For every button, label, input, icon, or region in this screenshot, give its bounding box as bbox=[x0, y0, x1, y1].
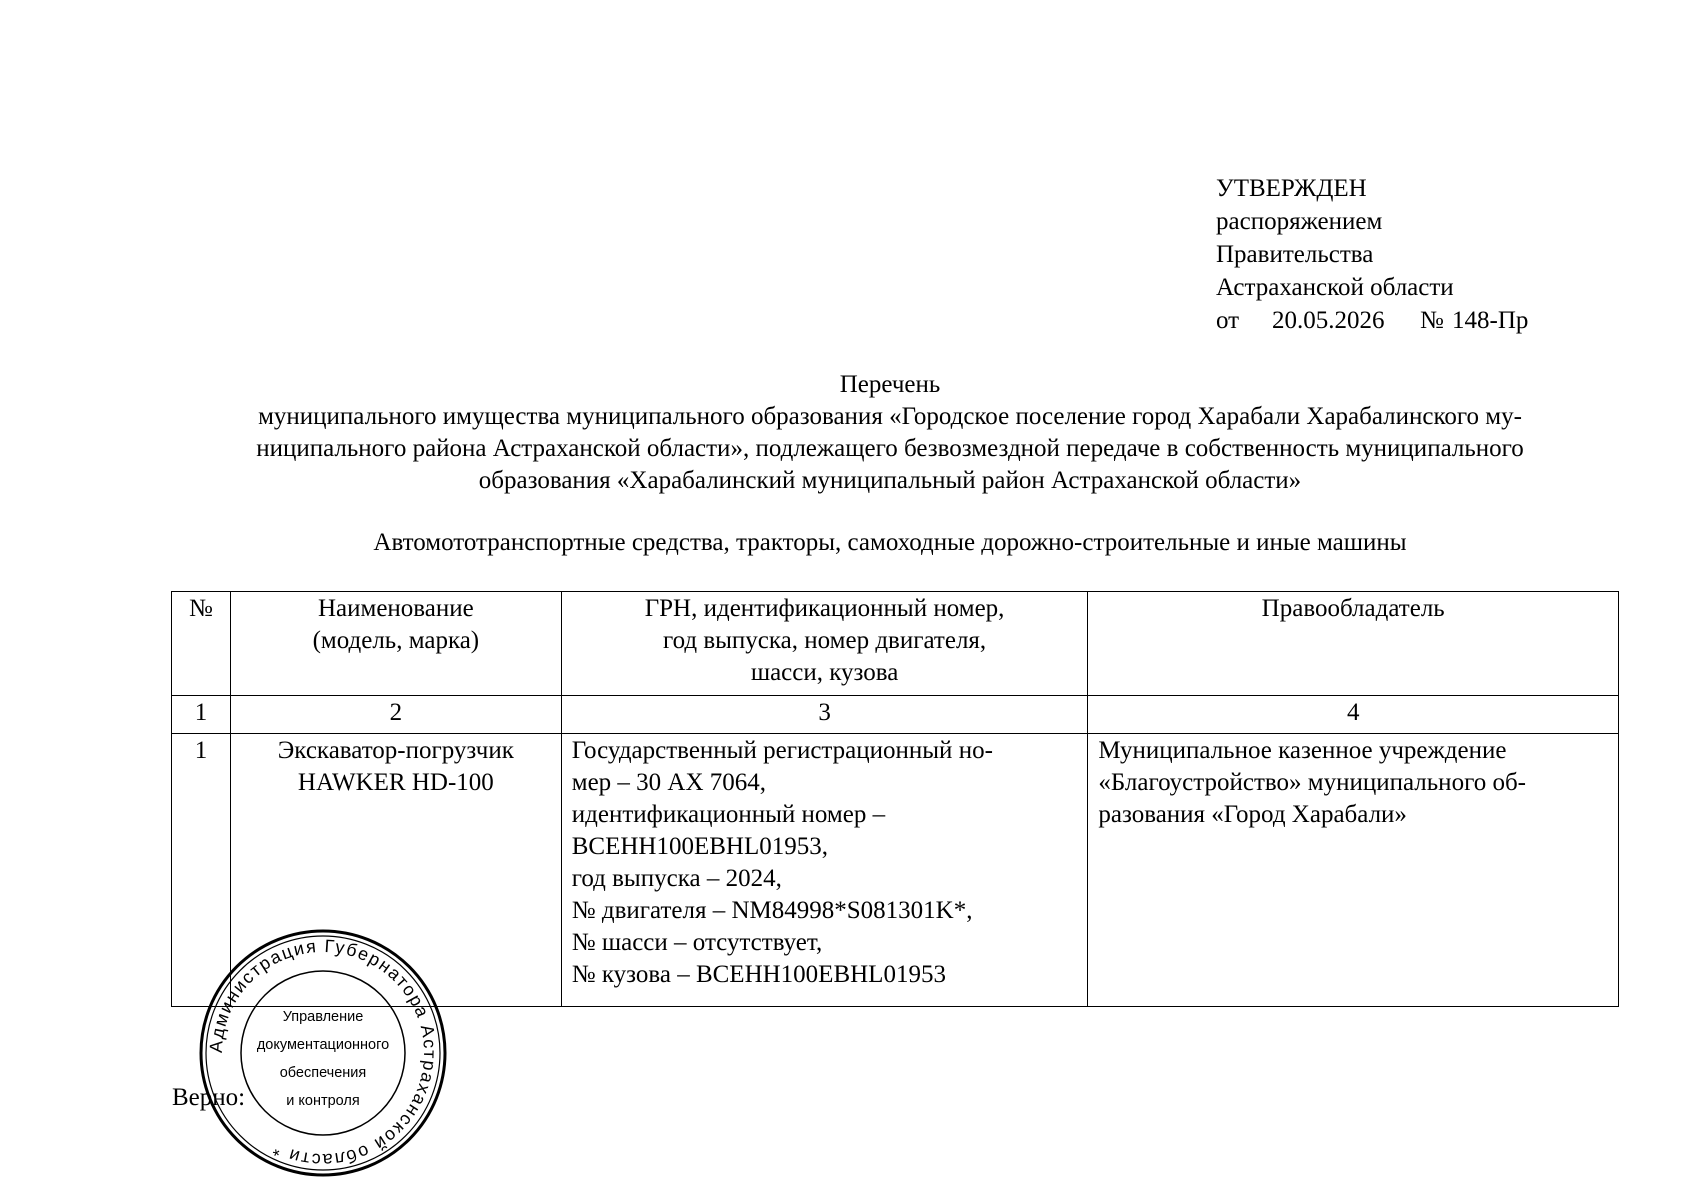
title-heading: Перечень bbox=[839, 371, 941, 398]
row-owner: Муниципальное казенное учреждение «Благоустройство» муниципального об- разования «Город Харабали» bbox=[1088, 734, 1619, 1007]
official-seal-stamp bbox=[198, 928, 448, 1178]
approval-number: 148-Пр bbox=[1452, 307, 1529, 334]
approval-line-2: Правительства bbox=[1216, 241, 1374, 268]
header-name: Наименование (модель, марка) bbox=[230, 592, 561, 696]
header-details: ГРН, идентификационный номер, год выпуска, номер двигателя, шасси, кузова bbox=[561, 592, 1088, 696]
seal-ring-text: Администрация Губернатора Астраханской области * bbox=[205, 935, 441, 1171]
seal-center-line-4: и контроля bbox=[286, 1093, 360, 1109]
table-header-row bbox=[172, 592, 1619, 696]
title-line-3: образования «Харабалинский муниципальный район Астраханской области» bbox=[478, 467, 1302, 494]
row-details: Государственный регистрационный но- мер – 30 АХ 7064, идентификационный номер – BCEHH100EBHL01953, год выпуска – 2024, № двигателя – NM84998*S081301K*, № шасси – отсутствует, № кузова – BCEHH100EBHL01953 bbox=[561, 734, 1088, 1007]
seal-center-line-1: Управление bbox=[282, 1009, 364, 1025]
approval-block bbox=[1216, 172, 1528, 337]
column-number-3: 3 bbox=[561, 696, 1088, 734]
column-numbers-row bbox=[172, 696, 1619, 734]
approval-date-line bbox=[1216, 304, 1528, 337]
seal-center-line-3: обеспечения bbox=[279, 1065, 367, 1081]
header-number: № bbox=[172, 592, 231, 696]
approval-date: 20.05.2026 bbox=[1272, 307, 1385, 334]
category-heading: Автомототранспортные средства, тракторы, самоходные дорожно-строительные и иные машины bbox=[373, 529, 1407, 556]
column-number-1: 1 bbox=[172, 696, 231, 734]
document-title bbox=[160, 369, 1620, 497]
row-name: Экскаватор-погрузчик HAWKER HD-100 bbox=[230, 734, 561, 1007]
seal-center-line-2: документационного bbox=[256, 1037, 390, 1053]
title-line-2: ниципального района Астраханской области», подлежащего безвозмездной передаче в собственность муниципального bbox=[256, 435, 1524, 462]
approval-number-label: № bbox=[1420, 307, 1444, 334]
header-owner: Правообладатель bbox=[1088, 592, 1619, 696]
row-number: 1 bbox=[172, 734, 231, 1007]
verno-label: Верно: bbox=[172, 1084, 246, 1111]
title-line-1: муниципального имущества муниципального образования «Городское поселение город Харабали Харабалинского му- bbox=[258, 403, 1522, 430]
approval-line-3: Астраханской области bbox=[1216, 274, 1454, 301]
column-number-2: 2 bbox=[230, 696, 561, 734]
approval-line-1: распоряжением bbox=[1216, 208, 1383, 235]
column-number-4: 4 bbox=[1088, 696, 1619, 734]
approval-from-label: от bbox=[1216, 307, 1240, 334]
approval-heading: УТВЕРЖДЕН bbox=[1216, 175, 1367, 202]
